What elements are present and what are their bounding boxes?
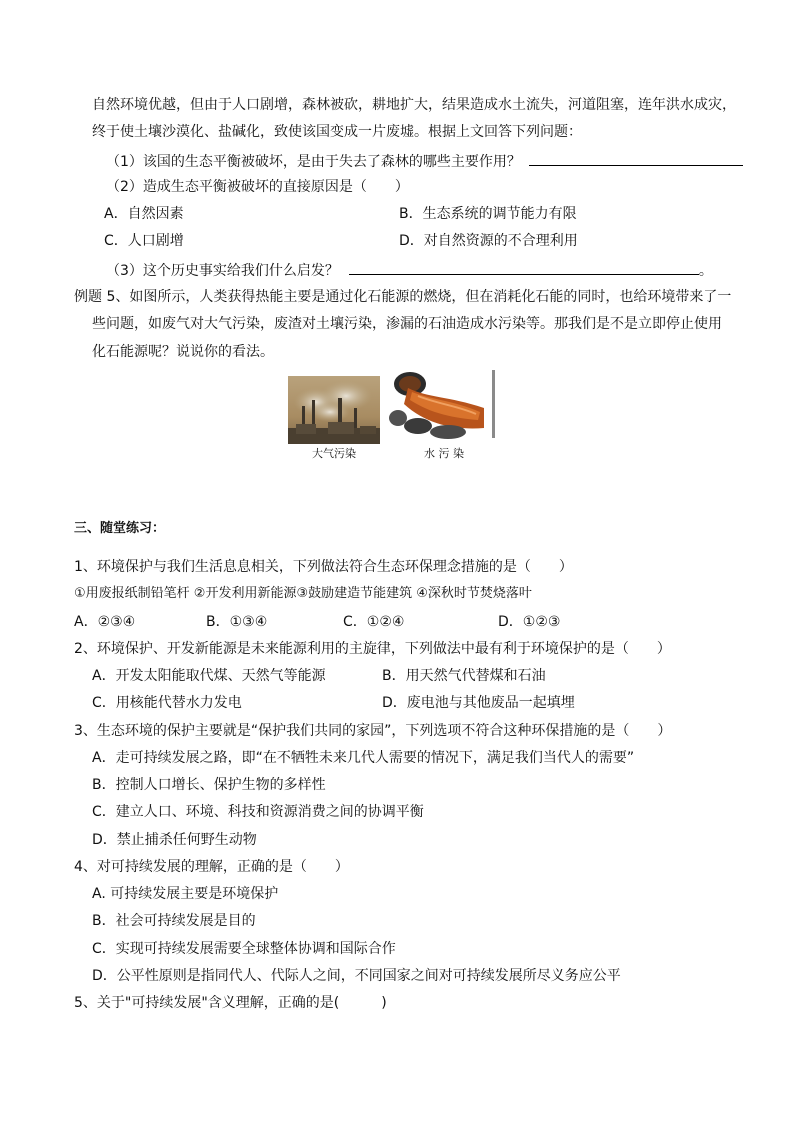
example-5-line-2: 些问题，如废气对大气污染，废渣对土壤污染，渗漏的石油造成水污染等。那我们是不是立即停止使用: [92, 316, 722, 332]
question-2-option-b[interactable]: B．生态系统的调节能力有限: [399, 206, 577, 222]
question-1: [106, 151, 743, 171]
exercise-2-option-b[interactable]: B．用天然气代替煤和石油: [382, 668, 546, 684]
question-1-text: （1）该国的生态平衡被破坏，是由于失去了森林的哪些主要作用？: [106, 154, 521, 170]
exercise-3-option-a[interactable]: A．走可持续发展之路，即“在不牺牲未来几代人需要的情况下，满足我们当代人的需要”: [92, 750, 635, 766]
exercise-4-option-c[interactable]: C．实现可持续发展需要全球整体协调和国际合作: [92, 941, 396, 957]
question-2-option-d[interactable]: D．对自然资源的不合理利用: [399, 233, 578, 249]
question-2-option-c[interactable]: C．人口剧增: [104, 233, 184, 249]
exercise-2-stem: 2、环境保护、开发新能源是未来能源利用的主旋律，下列做法中最有利于环境保护的是（ ）: [74, 641, 671, 657]
exercise-5-stem: 5、关于"可持续发展"含义理解，正确的是( ): [74, 995, 387, 1011]
exercise-3-stem: 3、生态环境的保护主要就是“保护我们共同的家园”，下列选项不符合这种环保措施的是（ ）: [74, 723, 672, 739]
pollution-figure: [288, 368, 498, 468]
exercise-1-stem: 1、环境保护与我们生活息息相关，下列做法符合生态环保理念措施的是（ ）: [74, 559, 573, 575]
question-3-end: 。: [698, 263, 713, 279]
air-pollution-illustration: [288, 376, 380, 444]
exercise-1-items: ①用废报纸制铅笔杆 ②开发利用新能源③鼓励建造节能建筑 ④深秋时节焚烧落叶: [74, 586, 532, 601]
exercise-1-option-d[interactable]: D．①②③: [498, 614, 561, 630]
passage-line-2: 终于使土壤沙漠化、盐碱化，致使该国变成一片废墟。根据上文回答下列问题：: [92, 124, 582, 140]
caption-water-pollution: 水 污 染: [424, 447, 464, 460]
question-3: [106, 260, 713, 280]
caption-air-pollution: 大气污染: [312, 447, 356, 460]
exercise-4-option-d[interactable]: D．公平性原则是指同代人、代际人之间，不同国家之间对可持续发展所尽义务应公平: [92, 968, 621, 984]
question-2-option-a[interactable]: A．自然因素: [104, 206, 184, 222]
question-3-text: （3）这个历史事实给我们什么启发？: [106, 263, 339, 279]
exercise-4-option-b[interactable]: B．社会可持续发展是目的: [92, 913, 256, 929]
exercise-2-option-a[interactable]: A．开发太阳能取代煤、天然气等能源: [92, 668, 326, 684]
example-5-line-1: 例题 5、如图所示，人类获得热能主要是通过化石能源的燃烧，但在消耗化石能的同时，也给环境带来了一: [74, 289, 732, 305]
question-2-stem: （2）造成生态平衡被破坏的直接原因是（ ）: [106, 179, 409, 195]
exercise-3-option-d[interactable]: D．禁止捕杀任何野生动物: [92, 832, 257, 848]
exercise-2-option-d[interactable]: D．废电池与其他废品一起填埋: [382, 695, 575, 711]
section-3-title: 三、随堂练习：: [74, 521, 166, 536]
exercise-3-option-c[interactable]: C．建立人口、环境、科技和资源消费之间的协调平衡: [92, 804, 424, 820]
water-pollution-image: [388, 368, 496, 440]
exercise-1-option-c[interactable]: C．①②④: [343, 614, 405, 630]
air-pollution-image: [288, 376, 380, 444]
answer-blank-1[interactable]: [529, 151, 743, 166]
exercise-1-option-a[interactable]: A．②③④: [74, 614, 136, 630]
exercise-2-option-c[interactable]: C．用核能代替水力发电: [92, 695, 242, 711]
answer-blank-3[interactable]: [349, 260, 699, 275]
exercise-4-option-a[interactable]: A. 可持续发展主要是环境保护: [92, 886, 279, 902]
water-pollution-illustration: [388, 368, 496, 440]
example-5-line-3: 化石能源呢？说说你的看法。: [92, 344, 274, 360]
exercise-3-option-b[interactable]: B．控制人口增长、保护生物的多样性: [92, 777, 326, 793]
passage-line-1: 自然环境优越，但由于人口剧增，森林被砍，耕地扩大，结果造成水土流失，河道阻塞，连年洪水成灾，: [92, 97, 736, 113]
exercise-1-option-b[interactable]: B．①③④: [206, 614, 268, 630]
exercise-4-stem: 4、对可持续发展的理解，正确的是（ ）: [74, 859, 349, 875]
